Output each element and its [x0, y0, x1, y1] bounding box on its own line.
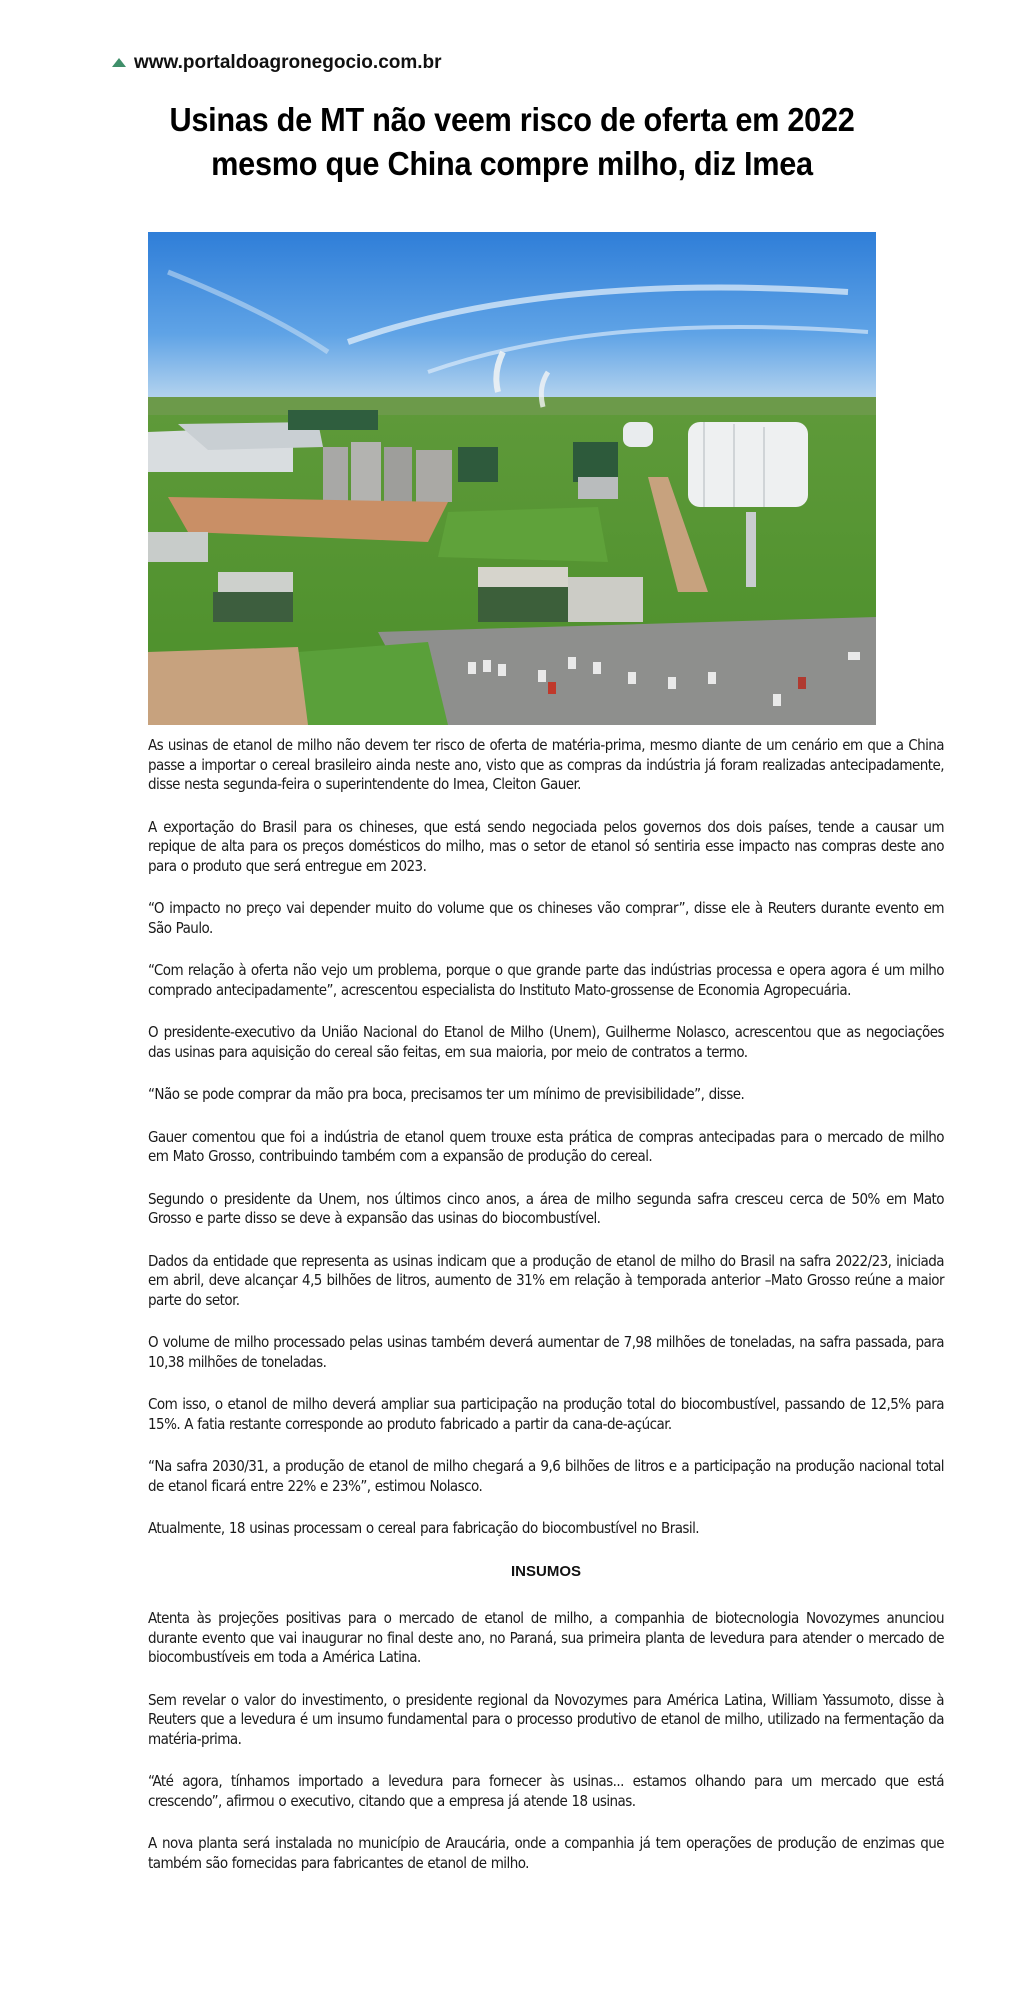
article-paragraph: Atenta às projeções positivas para o mercado de etanol de milho, a companhia de biotecnologia Novozymes anunciou durante evento que vai inaugurar no final deste ano, no Paraná, sua primeira planta de levedura para atender o mercado de biocombustíveis em toda a América Latina.: [148, 1609, 944, 1666]
article-paragraph: O presidente-executivo da União Nacional do Etanol de Milho (Unem), Guilherme Nolasco, acrescentou que as negociações das usinas para aquisição do cereal são feitas, em sua maioria, por meio de contratos a termo.: [148, 1023, 944, 1061]
site-url-link[interactable]: www.portaldoagronegocio.com.br: [134, 52, 442, 73]
article-paragraph: “O impacto no preço vai depender muito do volume que os chineses vão comprar”, disse ele à Reuters durante evento em São Paulo.: [148, 899, 944, 937]
article-paragraph: As usinas de etanol de milho não devem ter risco de oferta de matéria-prima, mesmo diante de um cenário em que a China passe a importar o cereal brasileiro ainda neste ano, visto que as compras da indústria já foram realizadas antecipadamente, disse nesta segunda-feira o superintendente do Imea, Cleiton Gauer.: [148, 736, 944, 793]
article-headline: Usinas de MT não veem risco de oferta em 2022 mesmo que China compre milho, diz Imea: [169, 101, 855, 182]
article-paragraph: Com isso, o etanol de milho deverá ampliar sua participação na produção total do biocombustível, passando de 12,5% para 15%. A fatia restante corresponde ao produto fabricado a partir da cana-de-açúcar.: [148, 1395, 944, 1433]
article-paragraph: “Não se pode comprar da mão pra boca, precisamos ter um mínimo de previsibilidade”, disse.: [148, 1085, 745, 1103]
article-paragraph: “Na safra 2030/31, a produção de etanol de milho chegará a 9,6 bilhões de litros e a participação na produção nacional total de etanol ficará entre 22% e 23%”, estimou Nolasco.: [148, 1457, 944, 1495]
article-paragraph: Atualmente, 18 usinas processam o cereal para fabricação do biocombustível no Brasil.: [148, 1519, 700, 1537]
article-body: [148, 736, 944, 1896]
article-paragraph: A exportação do Brasil para os chineses, que está sendo negociada pelos governos dos dois países, tende a causar um repique de alta para os preços domésticos do milho, mas o setor de etanol só sentiria esse impacto nas compras deste ano para o produto que será entregue em 2023.: [148, 817, 944, 875]
site-header: [112, 52, 442, 74]
article-paragraph: O volume de milho processado pelas usinas também deverá aumentar de 7,98 milhões de toneladas, na safra passada, para 10,38 milhões de toneladas.: [148, 1333, 944, 1371]
ethanol-plant-aerial-photo: [148, 232, 876, 725]
article-paragraph: Gauer comentou que foi a indústria de etanol quem trouxe esta prática de compras antecipadas para o mercado de milho em Mato Grosso, contribuindo também com a expansão de produção do cereal.: [148, 1127, 944, 1165]
article-paragraph: Dados da entidade que representa as usinas indicam que a produção de etanol de milho do Brasil na safra 2022/23, iniciada em abril, deve alcançar 4,5 bilhões de litros, aumento de 31% em relação à temporada anterior –Mato Grosso reúne a maior parte do setor.: [148, 1251, 944, 1309]
triangle-logo-icon: [112, 58, 126, 67]
article-paragraph: Segundo o presidente da Unem, nos últimos cinco anos, a área de milho segunda safra cresceu cerca de 50% em Mato Grosso e parte disso se deve à expansão das usinas do biocombustível.: [148, 1189, 944, 1227]
article-paragraph: Sem revelar o valor do investimento, o presidente regional da Novozymes para América Latina, William Yassumoto, disse à Reuters que a levedura é um insumo fundamental para o processo produtivo de etanol de milho, utilizado na fermentação da matéria-prima.: [148, 1690, 944, 1748]
section-heading-insumos: INSUMOS: [510, 1562, 581, 1580]
article-paragraph: A nova planta será instalada no município de Araucária, onde a companhia já tem operações de produção de enzimas que também são fornecidas para fabricantes de etanol de milho.: [148, 1834, 944, 1872]
article-paragraph: “Com relação à oferta não vejo um problema, porque o que grande parte das indústrias processa e opera agora é um milho comprado antecipadamente”, acrescentou especialista do Instituto Mato-grossense de Economia Agropecuária.: [148, 961, 944, 999]
article-paragraph: “Até agora, tínhamos importado a levedura para fornecer às usinas... estamos olhando para um mercado que está crescendo”, afirmou o executivo, citando que a empresa já atende 18 usinas.: [148, 1772, 944, 1810]
article-hero-photo: [148, 232, 876, 725]
